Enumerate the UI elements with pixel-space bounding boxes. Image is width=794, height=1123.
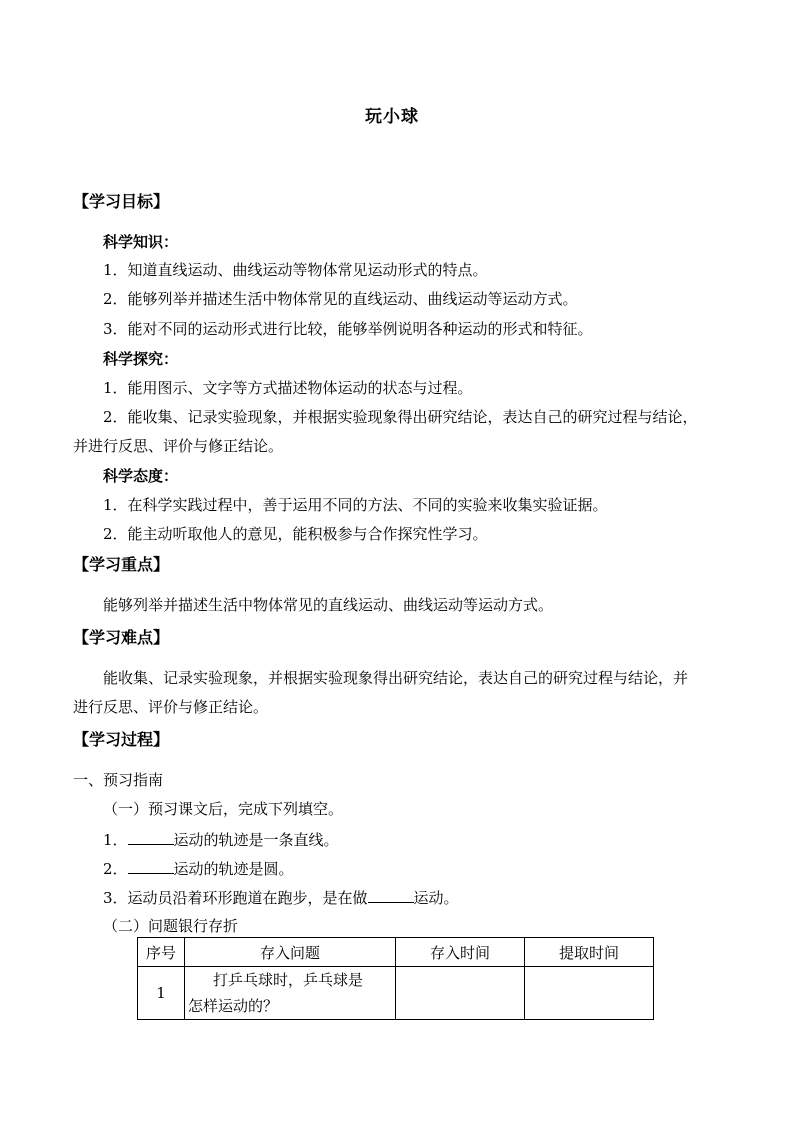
question-3-blank[interactable] — [368, 889, 414, 903]
question-1-blank[interactable] — [128, 831, 174, 845]
question-2-suffix: 运动的轨迹是圆。 — [173, 860, 294, 878]
difficulty-heading: 【学习难点】 — [73, 628, 170, 647]
row-question-line-1: 打乒乓球时，乒乓球是 — [213, 971, 364, 989]
difficulty-line-1: 能收集、记录实验现象，并根据实验现象得出研究结论，表达自己的研究过程与结论，并 — [103, 669, 689, 687]
objectives-heading: 【学习目标】 — [73, 192, 170, 211]
header-no: 序号 — [138, 938, 185, 967]
page-title: 玩小球 — [365, 107, 419, 127]
row-withdraw-time[interactable] — [525, 967, 654, 1020]
row-question — [185, 967, 396, 1020]
question-1-suffix: 运动的轨迹是一条直线。 — [173, 831, 339, 849]
knowledge-item-1: 1．知道直线运动、曲线运动等物体常见运动形式的特点。 — [103, 261, 488, 279]
attitude-item-2: 2．能主动听取他人的意见，能积极参与合作探究性学习。 — [103, 525, 488, 543]
question-2 — [103, 860, 294, 877]
question-bank-table — [137, 937, 654, 1020]
process-heading: 【学习过程】 — [73, 730, 170, 749]
knowledge-item-3: 3．能对不同的运动形式进行比较，能够举例说明各种运动的形式和特征。 — [103, 320, 593, 338]
fill-in-instructions: （一）预习课文后，完成下列填空。 — [103, 800, 344, 818]
table-header-row — [138, 938, 654, 967]
attitude-label: 科学态度： — [103, 467, 179, 485]
inquiry-item-2-cont: 并进行反思、评价与修正结论。 — [73, 437, 284, 455]
question-bank-title: （二）问题银行存折 — [103, 917, 239, 935]
question-2-prefix: 2． — [103, 860, 128, 878]
inquiry-item-2: 2．能收集、记录实验现象，并根据实验现象得出研究结论，表达自己的研究过程与结论， — [103, 408, 698, 426]
header-deposit-time: 存入时间 — [396, 938, 525, 967]
question-3 — [103, 889, 459, 906]
key-point-heading: 【学习重点】 — [73, 555, 170, 574]
row-deposit-time[interactable] — [396, 967, 525, 1020]
table-row — [138, 967, 654, 1020]
knowledge-item-2: 2．能够列举并描述生活中物体常见的直线运动、曲线运动等运动方式。 — [103, 290, 578, 308]
attitude-item-1: 1．在科学实践过程中，善于运用不同的方法、不同的实验来收集实验证据。 — [103, 496, 608, 514]
header-question: 存入问题 — [185, 938, 396, 967]
question-3-suffix: 运动。 — [413, 889, 459, 907]
inquiry-item-1: 1．能用图示、文字等方式描述物体运动的状态与过程。 — [103, 379, 473, 397]
question-3-prefix: 3．运动员沿着环形跑道在跑步，是在做 — [103, 889, 368, 907]
difficulty-line-2: 进行反思、评价与修正结论。 — [73, 698, 269, 716]
row-no: 1 — [138, 967, 185, 1020]
question-1-prefix: 1． — [103, 831, 128, 849]
header-withdraw-time: 提取时间 — [525, 938, 654, 967]
key-point-text: 能够列举并描述生活中物体常见的直线运动、曲线运动等运动方式。 — [103, 596, 554, 614]
row-question-line-2: 怎样运动的？ — [188, 997, 279, 1015]
knowledge-label: 科学知识： — [103, 233, 179, 251]
preview-section-title: 一、预习指南 — [73, 771, 164, 789]
question-1 — [103, 831, 339, 848]
question-2-blank[interactable] — [128, 860, 174, 874]
inquiry-label: 科学探究： — [103, 350, 179, 368]
